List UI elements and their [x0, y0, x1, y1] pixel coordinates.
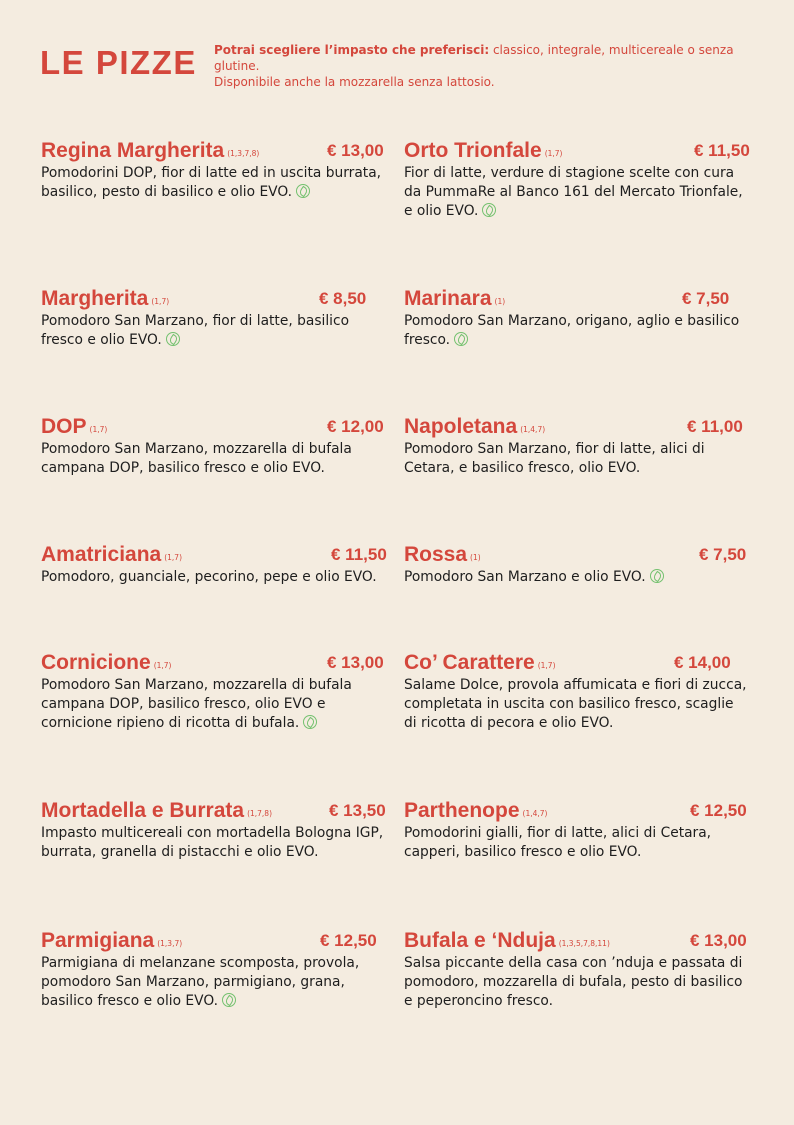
menu-item-header — [41, 798, 386, 824]
allergen-codes: (1) — [494, 297, 506, 306]
pizza-description — [41, 954, 386, 1011]
dough-options-lead: Potrai scegliere l’impasto che preferisci: — [214, 43, 490, 57]
menu-item-header — [41, 414, 386, 440]
pizza-name: Co’ Carattere — [404, 651, 535, 674]
allergen-codes: (1,7,8) — [247, 809, 272, 818]
menu-item-header — [404, 138, 749, 164]
vegetarian-leaf-icon — [303, 715, 317, 729]
pizza-price: € 13,00 — [327, 653, 384, 672]
pizza-description — [41, 440, 386, 478]
menu-item — [41, 286, 386, 350]
menu-item-header — [404, 286, 749, 312]
menu-item-header — [404, 650, 749, 676]
vegetarian-leaf-icon — [454, 332, 468, 346]
pizza-description — [41, 312, 386, 350]
menu-item — [41, 928, 386, 1011]
pizza-price: € 13,00 — [327, 141, 384, 160]
allergen-codes: (1,4,7) — [520, 425, 546, 434]
pizza-price: € 14,00 — [674, 653, 731, 672]
dough-options-list: classico, integrale, multicereale o senza glutine. — [214, 43, 734, 73]
pizza-price: € 7,50 — [682, 289, 730, 308]
description-text: Impasto multicereali con mortadella Bologna IGP, burrata, granella di pistacchi e olio EVO. — [41, 825, 384, 860]
menu-item-header — [41, 542, 386, 568]
description-text: Pomodorini gialli, fior di latte, alici di Cetara, capperi, basilico fresco e olio EVO. — [404, 825, 712, 860]
description-text: Pomodoro San Marzano e olio EVO. — [404, 569, 646, 585]
pizza-name: Napoletana — [404, 415, 518, 438]
description-text: Pomodoro San Marzano, mozzarella di bufala campana DOP, basilico fresco e olio EVO. — [41, 441, 352, 476]
allergen-codes: (1,7) — [89, 425, 108, 434]
pizza-name: Parthenope — [404, 799, 520, 822]
menu-item — [41, 414, 386, 478]
pizza-price: € 8,50 — [319, 289, 367, 308]
menu-item-header — [404, 414, 749, 440]
pizza-description — [404, 440, 749, 478]
vegetarian-leaf-icon — [222, 993, 236, 1007]
description-text: Pomodoro, guanciale, pecorino, pepe e olio EVO. — [41, 569, 377, 585]
pizza-name: Mortadella e Burrata — [41, 799, 245, 822]
menu-item — [41, 542, 386, 587]
allergen-codes: (1,3,7) — [157, 939, 183, 948]
dough-options-note — [214, 42, 774, 90]
pizza-price: € 11,50 — [331, 545, 387, 564]
pizza-name: Amatriciana — [41, 543, 162, 566]
pizza-description — [404, 164, 749, 221]
menu-header — [40, 38, 760, 88]
pizza-description — [41, 568, 386, 587]
menu-item — [404, 138, 749, 221]
menu-item-header — [404, 928, 749, 954]
allergen-codes: (1,7) — [151, 297, 170, 306]
pizza-price: € 7,50 — [699, 545, 747, 564]
menu-item-header — [41, 650, 386, 676]
menu-item-header — [404, 542, 749, 568]
description-text: Pomodoro San Marzano, fior di latte, basilico fresco e olio EVO. — [41, 313, 350, 348]
description-text: Salsa piccante della casa con ’nduja e passata di pomodoro, mozzarella di bufala, pesto di basilico e peperoncino fresco. — [404, 955, 743, 1009]
pizza-name: Margherita — [41, 287, 149, 310]
allergen-codes: (1) — [470, 553, 481, 562]
allergen-codes: (1,7) — [544, 149, 563, 158]
vegetarian-leaf-icon — [166, 332, 180, 346]
pizza-price: € 12,50 — [320, 931, 377, 950]
menu-item — [404, 650, 749, 733]
description-text: Pomodorini DOP, fior di latte ed in uscita burrata, basilico, pesto di basilico e olio EVO. — [41, 165, 382, 200]
menu-item — [404, 414, 749, 478]
pizza-price: € 11,00 — [687, 417, 743, 436]
menu-item — [41, 650, 386, 733]
pizza-description — [404, 676, 749, 733]
vegetarian-leaf-icon — [650, 569, 664, 583]
pizza-description — [404, 312, 749, 350]
pizza-name: Parmigiana — [41, 929, 155, 952]
menu-item-header — [404, 798, 749, 824]
allergen-codes: (1,3,7,8) — [227, 149, 260, 158]
pizza-description — [41, 824, 386, 862]
pizza-description — [41, 164, 386, 202]
vegetarian-leaf-icon — [482, 203, 496, 217]
menu-item — [41, 798, 386, 862]
menu-item — [404, 798, 749, 862]
allergen-codes: (1,7) — [537, 661, 556, 670]
pizza-name: Cornicione — [41, 651, 151, 674]
pizza-description — [404, 824, 749, 862]
description-text: Parmigiana di melanzane scomposta, provola, pomodoro San Marzano, parmigiano, grana, basilico fresco e olio EVO. — [41, 955, 360, 1009]
pizza-price: € 13,00 — [690, 931, 747, 950]
menu-item-header — [41, 138, 386, 164]
pizza-description — [404, 568, 749, 587]
allergen-codes: (1,3,5,7,8,11) — [558, 939, 610, 948]
allergen-codes: (1,7) — [164, 553, 182, 562]
menu-item — [41, 138, 386, 202]
allergen-codes: (1,7) — [153, 661, 172, 670]
pizza-price: € 13,50 — [329, 801, 386, 820]
pizza-description — [41, 676, 386, 733]
description-text: Fior di latte, verdure di stagione scelte con cura da PummaRe al Banco 161 del Mercato Trionfale, e olio EVO. — [404, 165, 743, 219]
pizza-price: € 12,00 — [327, 417, 384, 436]
menu-item — [404, 928, 749, 1011]
pizza-name: Regina Margherita — [41, 139, 225, 162]
allergen-codes: (1,4,7) — [522, 809, 548, 818]
menu-item — [404, 542, 749, 587]
description-text: Pomodoro San Marzano, origano, aglio e basilico fresco. — [404, 313, 740, 348]
pizza-name: Marinara — [404, 287, 492, 310]
pizza-price: € 11,50 — [694, 141, 750, 160]
menu-item-header — [41, 286, 386, 312]
description-text: Pomodoro San Marzano, fior di latte, alici di Cetara, e basilico fresco, olio EVO. — [404, 441, 705, 476]
pizza-name: Orto Trionfale — [404, 139, 542, 162]
lactose-free-note: Disponibile anche la mozzarella senza lattosio. — [214, 75, 495, 89]
pizza-name: Rossa — [404, 543, 468, 566]
description-text: Salame Dolce, provola affumicata e fiori di zucca, completata in uscita con basilico fresco, scaglie di ricotta di pecora e olio EVO. — [404, 677, 747, 731]
page-title: LE PIZZE — [40, 44, 197, 81]
pizza-description — [404, 954, 749, 1011]
menu-item-header — [41, 928, 386, 954]
description-text: Pomodoro San Marzano, mozzarella di bufala campana DOP, basilico fresco, olio EVO e cornicione ripieno di ricotta di bufala. — [41, 677, 352, 731]
pizza-price: € 12,50 — [690, 801, 747, 820]
pizza-name: DOP — [41, 415, 87, 438]
pizza-name: Bufala e ‘Nduja — [404, 929, 556, 952]
menu-item — [404, 286, 749, 350]
vegetarian-leaf-icon — [296, 184, 310, 198]
